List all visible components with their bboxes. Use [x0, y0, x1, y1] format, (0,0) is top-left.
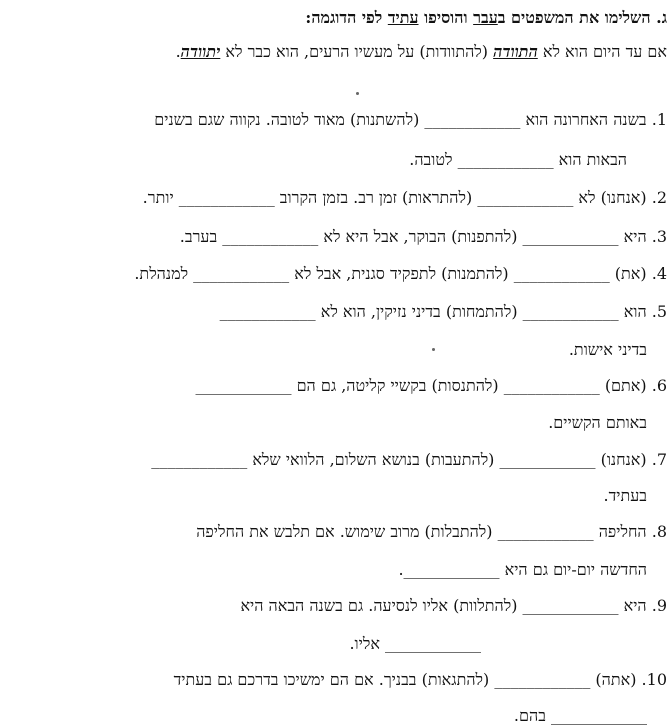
exercise-line: 1. בשנה האחרונה הוא ____________ (להשתנות) מאוד לטובה. נקווה שגם בשנים	[154, 110, 667, 129]
title-part-a: ג. השלימו את המשפטים ב	[497, 8, 667, 27]
exercise-line: 5. הוא ____________ (להתמחות) בדיני נזיקין, הוא לא ____________	[219, 302, 667, 321]
exercise-line: 3. היא ____________ (להתפנות) הבוקר, אבל היא לא ____________ בערב.	[179, 227, 667, 246]
exercise-line: 8. החליפה ____________ (להתבלות) מרוב שימוש. אם תלבש את החליפה	[196, 522, 667, 541]
example-part-b: (להתוודות) על מעשיו הרעים, הוא כבר לא	[220, 42, 494, 61]
example-answer-future: יתוודה	[180, 42, 221, 61]
scan-speck	[356, 92, 359, 95]
example-answer-past: התוודה	[493, 42, 538, 61]
title-part-b: והוסיפו	[418, 8, 474, 27]
title-part-c: לפי הדוגמה:	[305, 8, 388, 27]
scan-speck	[432, 348, 435, 351]
exercise-line: בעתיד.	[603, 486, 647, 505]
exercise-line: 4. (את) ____________ (להתמנות) לתפקיד סגנית, אבל לא ____________ למנהלת.	[134, 264, 667, 283]
exercise-title	[4, 8, 667, 28]
exercise-line: הבאות הוא ____________ לטובה.	[409, 150, 627, 169]
exercise-line: באותם הקשיים.	[548, 413, 647, 432]
exercise-line: ____________ בהם.	[513, 706, 647, 725]
example-part-c: .	[175, 42, 181, 61]
example-sentence	[4, 42, 667, 62]
exercise-line: בדיני אישות.	[568, 340, 647, 359]
exercise-line: 10. (אתה) ____________ (להתגאות) בבניך. אם הם ימשיכו בדרכם גם בעתיד	[173, 670, 667, 689]
exercise-line: החדשה יום-יום גם היא ____________.	[398, 560, 647, 579]
title-past-word: עבר	[473, 8, 498, 27]
title-future-word: עתיד	[387, 8, 419, 27]
example-part-a: אם עד היום הוא לא	[537, 42, 667, 61]
exercise-line: 2. (אנחנו) לא ____________ (להתראות) זמן רב. בזמן הקרוב ____________ יותר.	[142, 188, 667, 207]
exercise-line: ____________ אליו.	[349, 634, 481, 653]
exercise-line: 6. (אתם) ____________ (להתנסות) בקשיי קליטה, גם הם ____________	[195, 376, 667, 395]
exercise-line: 7. (אנחנו) ____________ (להתעבות) בנושא השלום, הלוואי שלא ____________	[151, 450, 667, 469]
exercise-line: 9. היא ____________ (להתלוות) אליו לנסיעה. גם בשנה הבאה היא	[240, 596, 667, 615]
